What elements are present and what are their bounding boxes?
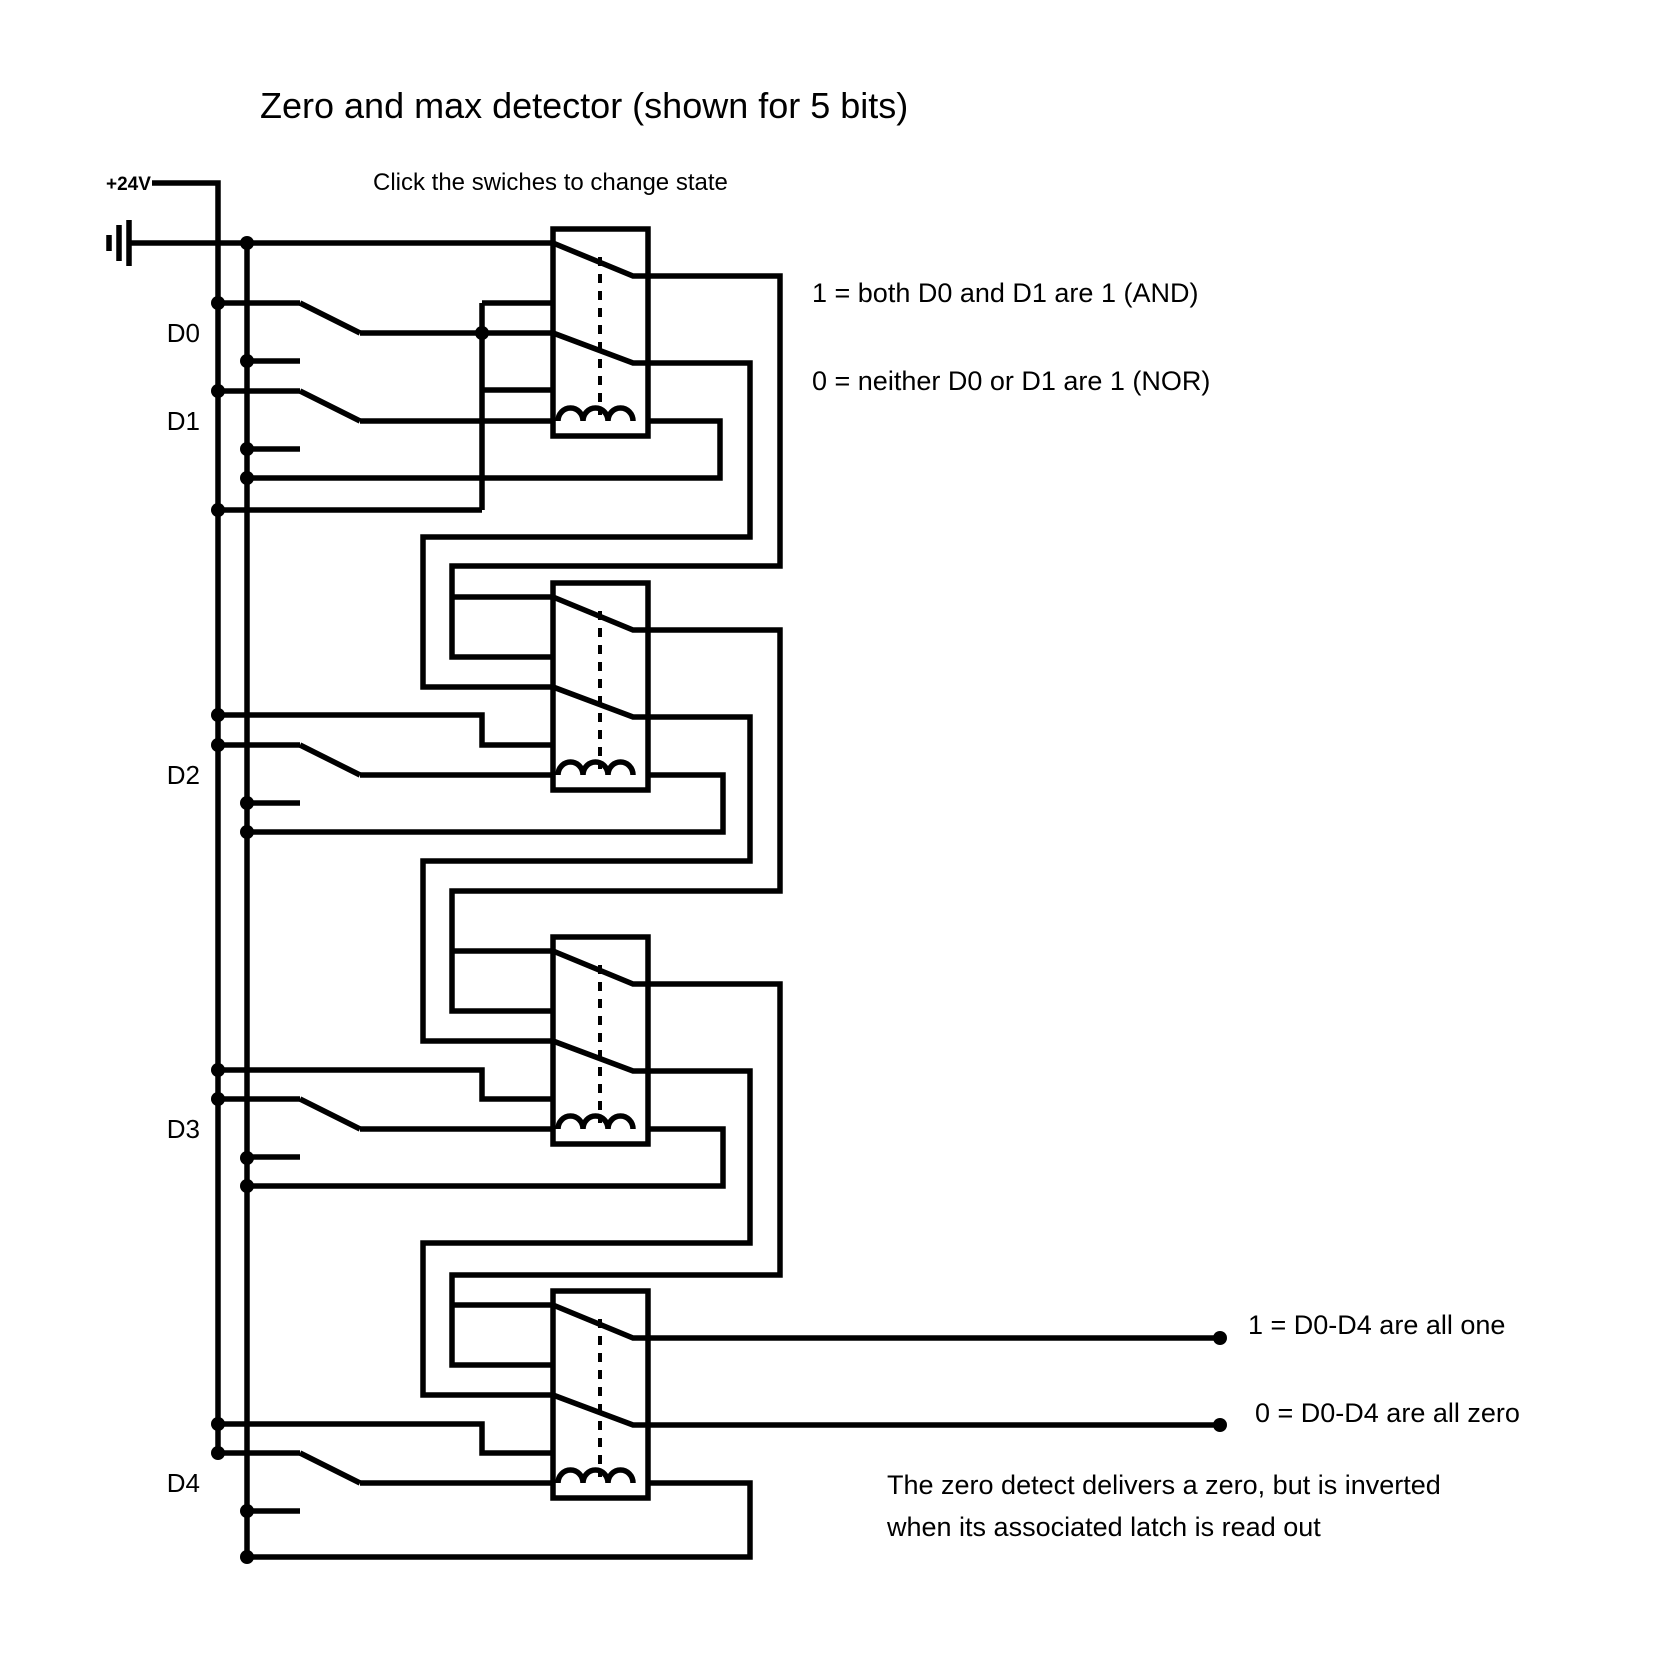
junction-dot <box>475 326 489 340</box>
junction-dot <box>240 1179 254 1193</box>
note-line-1: The zero detect delivers a zero, but is inverted <box>887 1470 1441 1500</box>
d0-switch-hit-area[interactable] <box>205 289 375 375</box>
junction-dot <box>240 236 254 250</box>
d2-switch-hit-area[interactable] <box>205 731 375 817</box>
junction-dot <box>240 796 254 810</box>
junction-dot <box>240 1550 254 1564</box>
junction-dot <box>211 1417 225 1431</box>
junction-dot <box>1213 1331 1227 1345</box>
junction-dot <box>211 1446 225 1460</box>
junction-dot <box>211 503 225 517</box>
power-rail-label: +24V <box>106 174 151 195</box>
page-title: Zero and max detector (shown for 5 bits) <box>260 85 909 126</box>
d1-switch-hit-area[interactable] <box>205 377 375 463</box>
page-subtitle: Click the swiches to change state <box>373 169 728 196</box>
input-label-d1: D1 <box>166 406 200 436</box>
d3-switch-hit-area[interactable] <box>205 1085 375 1171</box>
final-zero-annotation: 0 = D0-D4 are all zero <box>1255 1398 1520 1428</box>
input-label-d4: D4 <box>166 1468 200 1498</box>
junction-dot <box>211 708 225 722</box>
ground-icon <box>109 220 553 266</box>
input-label-d2: D2 <box>166 760 200 790</box>
input-label-d3: D3 <box>166 1114 200 1144</box>
junction-dot <box>240 1504 254 1518</box>
junction-dot <box>240 1151 254 1165</box>
d4-switch-hit-area[interactable] <box>205 1439 375 1525</box>
relay-3-switch[interactable] <box>553 937 648 1144</box>
stage1-and-annotation: 1 = both D0 and D1 are 1 (AND) <box>812 278 1199 308</box>
junction-dot <box>1213 1418 1227 1432</box>
junction-dot <box>211 296 225 310</box>
junction-dot <box>240 825 254 839</box>
junction-dot <box>240 471 254 485</box>
relay-1-switch[interactable] <box>553 229 648 436</box>
junction-dot <box>211 1092 225 1106</box>
junction-dot <box>211 738 225 752</box>
final-one-annotation: 1 = D0-D4 are all one <box>1248 1310 1506 1340</box>
note-line-2: when its associated latch is read out <box>887 1512 1321 1542</box>
stage1-nor-annotation: 0 = neither D0 or D1 are 1 (NOR) <box>812 366 1211 396</box>
junction-dot <box>211 1063 225 1077</box>
junction-dot <box>240 442 254 456</box>
junction-dot <box>211 384 225 398</box>
relay-2-switch[interactable] <box>553 583 648 790</box>
input-label-d0: D0 <box>166 318 200 348</box>
relay-4-switch[interactable] <box>553 1291 648 1498</box>
junction-dot <box>240 354 254 368</box>
